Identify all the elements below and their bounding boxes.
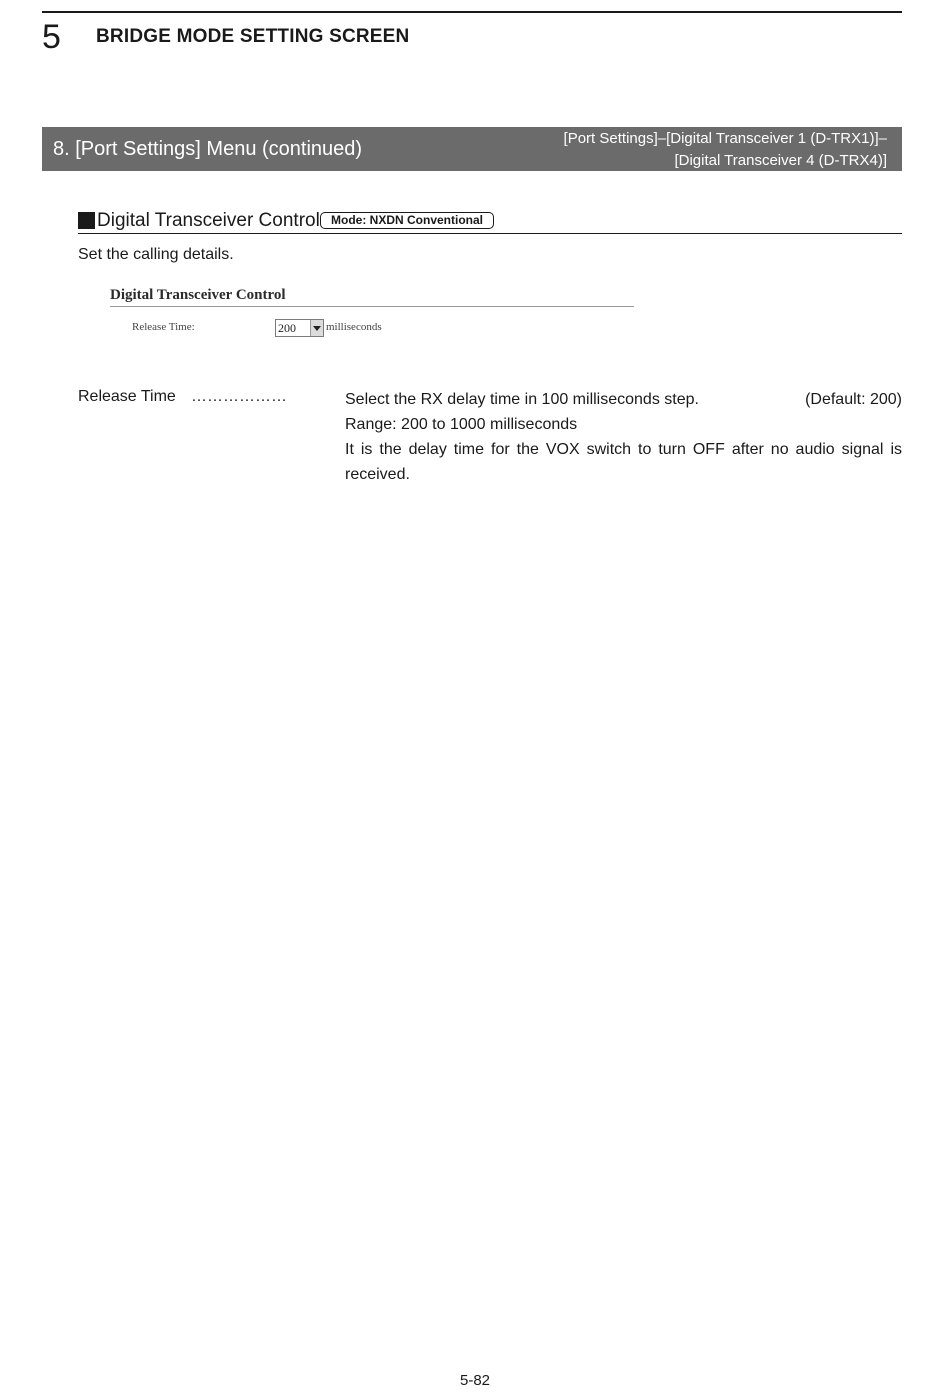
release-time-label: Release Time: (132, 321, 195, 333)
item-description-line-1 (345, 387, 902, 412)
menu-path-line-2: [Digital Transceiver 4 (D-TRX4)] (674, 152, 887, 169)
top-rule (42, 11, 902, 13)
section-title: Digital Transceiver Control (97, 210, 320, 231)
release-time-unit: milliseconds (326, 321, 382, 333)
item-explanation: It is the delay time for the VOX switch to turn OFF after no audio signal is received. (345, 441, 902, 483)
section-intro: Set the calling details. (78, 246, 234, 263)
item-name: Release Time (78, 388, 176, 405)
item-description (345, 387, 902, 487)
item-default: (Default: 200) (805, 391, 902, 408)
section-heading (78, 209, 902, 234)
release-time-select[interactable] (275, 319, 324, 337)
chapter-title: BRIDGE MODE SETTING SCREEN (96, 26, 410, 47)
screenshot-divider (110, 306, 634, 307)
chevron-down-icon (313, 326, 321, 331)
menu-header-bar (42, 127, 902, 171)
release-time-value: 200 (278, 321, 296, 335)
menu-path-line-1: [Port Settings]–[Digital Transceiver 1 (D-TRX1)]– (563, 130, 887, 147)
menu-path (564, 128, 887, 172)
item-step-text: Select the RX delay time in 100 milliseconds step. (345, 391, 699, 408)
item-range: Range: 200 to 1000 milliseconds (345, 416, 578, 433)
page-number: 5-82 (459, 1372, 491, 1389)
settings-screenshot (110, 284, 634, 344)
square-bullet-icon (78, 212, 95, 229)
menu-title: 8. [Port Settings] Menu (continued) (53, 138, 363, 160)
mode-badge: Mode: NXDN Conventional (320, 212, 494, 229)
screenshot-title: Digital Transceiver Control (110, 287, 286, 303)
chapter-number: 5 (42, 18, 61, 56)
dropdown-button[interactable] (310, 320, 323, 336)
item-leader-dots: ……………… (191, 388, 287, 405)
